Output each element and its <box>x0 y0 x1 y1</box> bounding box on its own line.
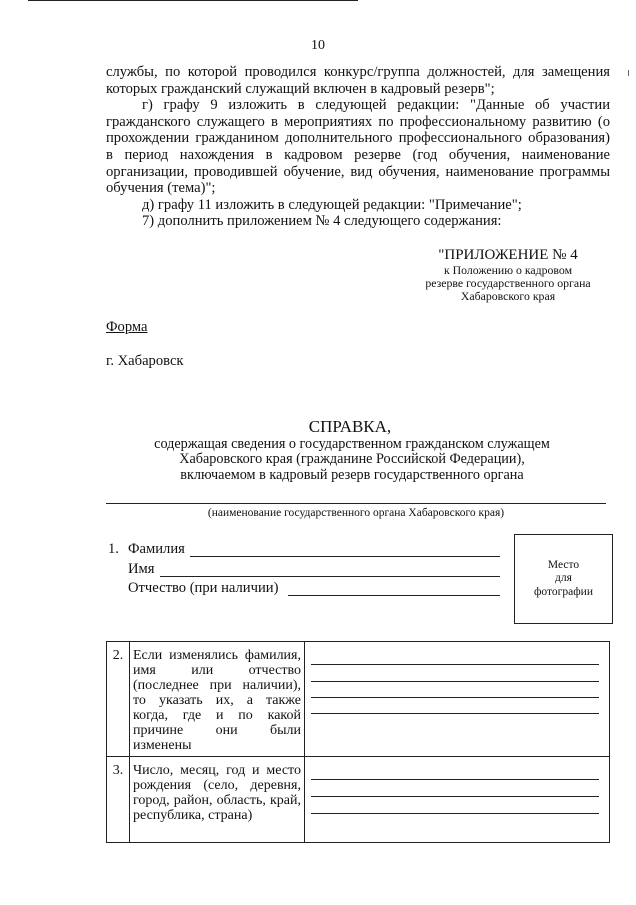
answer-line[interactable] <box>311 697 599 698</box>
paragraph-d: д) графу 11 изложить в следующей редакции: "Примечание"; <box>142 196 522 213</box>
answer-cell[interactable] <box>305 642 610 757</box>
patronymic-field[interactable] <box>288 595 500 596</box>
appendix-line: Хабаровского края <box>460 288 556 303</box>
surname-label: Фамилия <box>128 541 185 557</box>
document-title: СПРАВКА, <box>308 417 392 436</box>
form-label: Форма <box>106 319 148 335</box>
name-field[interactable] <box>160 576 500 577</box>
appendix-title: "ПРИЛОЖЕНИЕ № 4 <box>438 247 578 263</box>
photo-placeholder <box>514 534 613 624</box>
top-rule <box>28 0 358 1</box>
row-number: 2. <box>107 642 130 757</box>
body-text <box>106 64 610 230</box>
org-name-field[interactable] <box>106 503 606 504</box>
row-question: Если изменялись фамилия, имя или отчество (последнее при наличии), то указать их, а также когда, где и по какой причине они были изменены <box>130 642 305 757</box>
appendix-header <box>400 247 616 302</box>
row-question: Число, месяц, год и место рождения (село, деревня, город, район, область, край, республика, страна) <box>130 757 305 843</box>
data-table <box>106 641 610 843</box>
name-label: Имя <box>128 561 155 577</box>
margin-mark <box>628 70 629 76</box>
paragraph-7: 7) дополнить приложением № 4 следующего содержания: <box>142 213 502 230</box>
answer-line[interactable] <box>311 779 599 780</box>
paragraph-g: г) графу 9 изложить в следующей редакции: "Данные об участии гражданского служащего в мероприятиях по профессиональному развитию (о прохождении гражданином дополнительного профессионального образования) в период нахождения в кадровом резерве (год обучения, наименование организации, проводившей обучение, вид обучения, наименование программы обучения (тема)"; <box>106 97 610 197</box>
subtitle-line: включаемом в кадровый резерв государственного органа <box>180 466 524 483</box>
answer-cell[interactable] <box>305 757 610 843</box>
subtitle-line: Хабаровского края (гражданине Российской Федерации), <box>179 451 525 468</box>
answer-line[interactable] <box>311 664 599 665</box>
answer-line[interactable] <box>311 796 599 797</box>
subtitle-line: содержащая сведения о государственном гражданском служащем <box>154 436 550 452</box>
row-number: 3. <box>107 757 130 843</box>
table-row <box>107 757 610 843</box>
table-row <box>107 642 610 757</box>
answer-line[interactable] <box>311 681 599 682</box>
patronymic-label: Отчество (при наличии) <box>128 580 279 596</box>
surname-field[interactable] <box>190 556 500 557</box>
photo-caption-line: фотографии <box>533 585 593 598</box>
field-number: 1. <box>108 541 119 557</box>
appendix-line: к Положению о кадровом <box>443 263 573 277</box>
paragraph-continuation: службы, по которой проводился конкурс/группа должностей, для замещения которых гражданский служащий включен в кадровый резерв"; <box>106 64 610 97</box>
city-label: г. Хабаровск <box>106 353 184 369</box>
photo-caption-line: Место <box>547 558 580 571</box>
appendix-line: резерве государственного органа <box>425 275 591 290</box>
answer-line[interactable] <box>311 713 599 714</box>
document-subtitle <box>100 437 604 483</box>
answer-line[interactable] <box>311 813 599 814</box>
org-caption: (наименование государственного органа Хабаровского края) <box>207 507 505 519</box>
photo-caption-line: для <box>555 572 572 585</box>
page-number: 10 <box>311 38 325 53</box>
